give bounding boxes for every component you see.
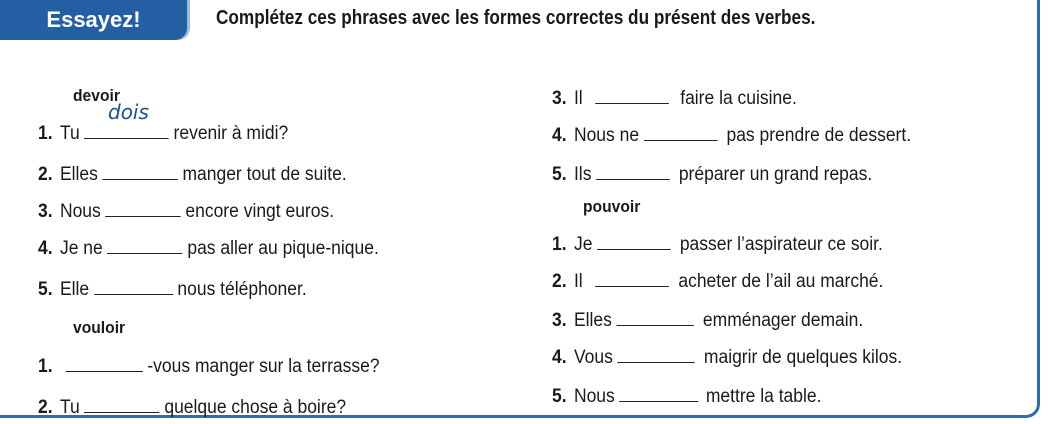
vouloir-item-3 xyxy=(552,87,797,110)
answer-blank[interactable] xyxy=(596,270,670,287)
item-number: 2. xyxy=(552,271,567,292)
devoir-item-1 xyxy=(38,122,288,145)
answer-blank[interactable] xyxy=(105,200,180,217)
answer-blank[interactable] xyxy=(644,124,718,141)
item-rest: manger tout de suite. xyxy=(182,164,347,185)
pouvoir-item-5 xyxy=(552,385,821,408)
instructions: Complétez ces phrases avec les formes correctes du présent des verbes. xyxy=(216,7,816,29)
item-number: 2. xyxy=(38,164,53,185)
item-rest: pas prendre de dessert. xyxy=(726,125,912,146)
item-rest: acheter de l’ail au marché. xyxy=(678,271,884,292)
item-rest: quelque chose à boire? xyxy=(164,397,347,418)
item-number: 4. xyxy=(552,125,567,146)
answer-blank[interactable] xyxy=(616,309,693,326)
answer-blank[interactable] xyxy=(84,122,169,139)
answer-blank[interactable] xyxy=(65,355,142,372)
devoir-item-2 xyxy=(38,163,347,186)
item-subject: Il xyxy=(573,88,583,109)
item-rest: maigrir de quelques kilos. xyxy=(703,347,903,368)
answer-blank[interactable] xyxy=(596,163,670,180)
item-subject: Tu xyxy=(59,397,80,418)
item-number: 1. xyxy=(38,356,53,377)
item-subject: Nous ne xyxy=(573,125,640,146)
item-rest: -vous manger sur la terrasse? xyxy=(147,356,380,377)
answer-blank[interactable] xyxy=(84,396,159,413)
pouvoir-item-4 xyxy=(552,346,902,369)
item-subject: Elles xyxy=(59,164,98,185)
answer-blank[interactable] xyxy=(94,278,173,295)
pouvoir-item-2 xyxy=(552,270,883,293)
item-number: 1. xyxy=(552,234,567,255)
pouvoir-item-1 xyxy=(552,233,883,256)
item-number: 2. xyxy=(38,397,53,418)
item-rest: passer l’aspirateur ce soir. xyxy=(679,234,883,255)
answer-blank[interactable] xyxy=(619,385,698,402)
item-subject: Elle xyxy=(59,279,90,300)
answer-blank[interactable] xyxy=(102,163,177,180)
item-number: 4. xyxy=(38,238,53,259)
vouloir-item-5 xyxy=(552,163,872,186)
verb-heading-vouloir: vouloir xyxy=(73,318,126,337)
essayez-tab: Essayez! xyxy=(0,0,187,40)
item-subject: Elles xyxy=(573,310,612,331)
item-number: 3. xyxy=(552,88,567,109)
devoir-item-3 xyxy=(38,200,334,223)
item-subject: Je ne xyxy=(59,238,103,259)
item-rest: nous téléphoner. xyxy=(177,279,307,300)
item-rest: faire la cuisine. xyxy=(680,88,797,109)
item-number: 1. xyxy=(38,123,53,144)
item-subject: Vous xyxy=(573,347,613,368)
item-subject: Nous xyxy=(59,201,101,222)
vouloir-item-1 xyxy=(38,355,380,378)
vouloir-item-4 xyxy=(552,124,911,147)
devoir-item-5 xyxy=(38,278,307,301)
answer-blank[interactable] xyxy=(617,346,694,363)
item-number: 3. xyxy=(38,201,53,222)
answer-blank[interactable] xyxy=(596,87,670,104)
verb-heading-devoir: devoir xyxy=(73,86,120,105)
example-answer: dois xyxy=(108,100,149,124)
item-rest: encore vingt euros. xyxy=(185,201,335,222)
item-subject: Ils xyxy=(573,164,592,185)
pouvoir-item-3 xyxy=(552,309,863,332)
answer-blank[interactable] xyxy=(107,237,182,254)
item-rest: mettre la table. xyxy=(705,386,822,407)
devoir-item-4 xyxy=(38,237,379,260)
item-number: 5. xyxy=(552,164,567,185)
item-rest: préparer un grand repas. xyxy=(678,164,873,185)
item-subject: Il xyxy=(573,271,583,292)
item-number: 5. xyxy=(38,279,53,300)
vouloir-item-2 xyxy=(38,396,346,419)
item-subject: Tu xyxy=(59,123,80,144)
item-rest: pas aller au pique-nique. xyxy=(187,238,379,259)
item-rest: revenir à midi? xyxy=(173,123,289,144)
item-number: 4. xyxy=(552,347,567,368)
answer-blank[interactable] xyxy=(597,233,671,250)
item-rest: emménager demain. xyxy=(702,310,864,331)
verb-heading-pouvoir: pouvoir xyxy=(583,197,641,216)
item-subject: Nous xyxy=(573,386,615,407)
item-number: 3. xyxy=(552,310,567,331)
item-subject: Je xyxy=(573,234,593,255)
item-number: 5. xyxy=(552,386,567,407)
